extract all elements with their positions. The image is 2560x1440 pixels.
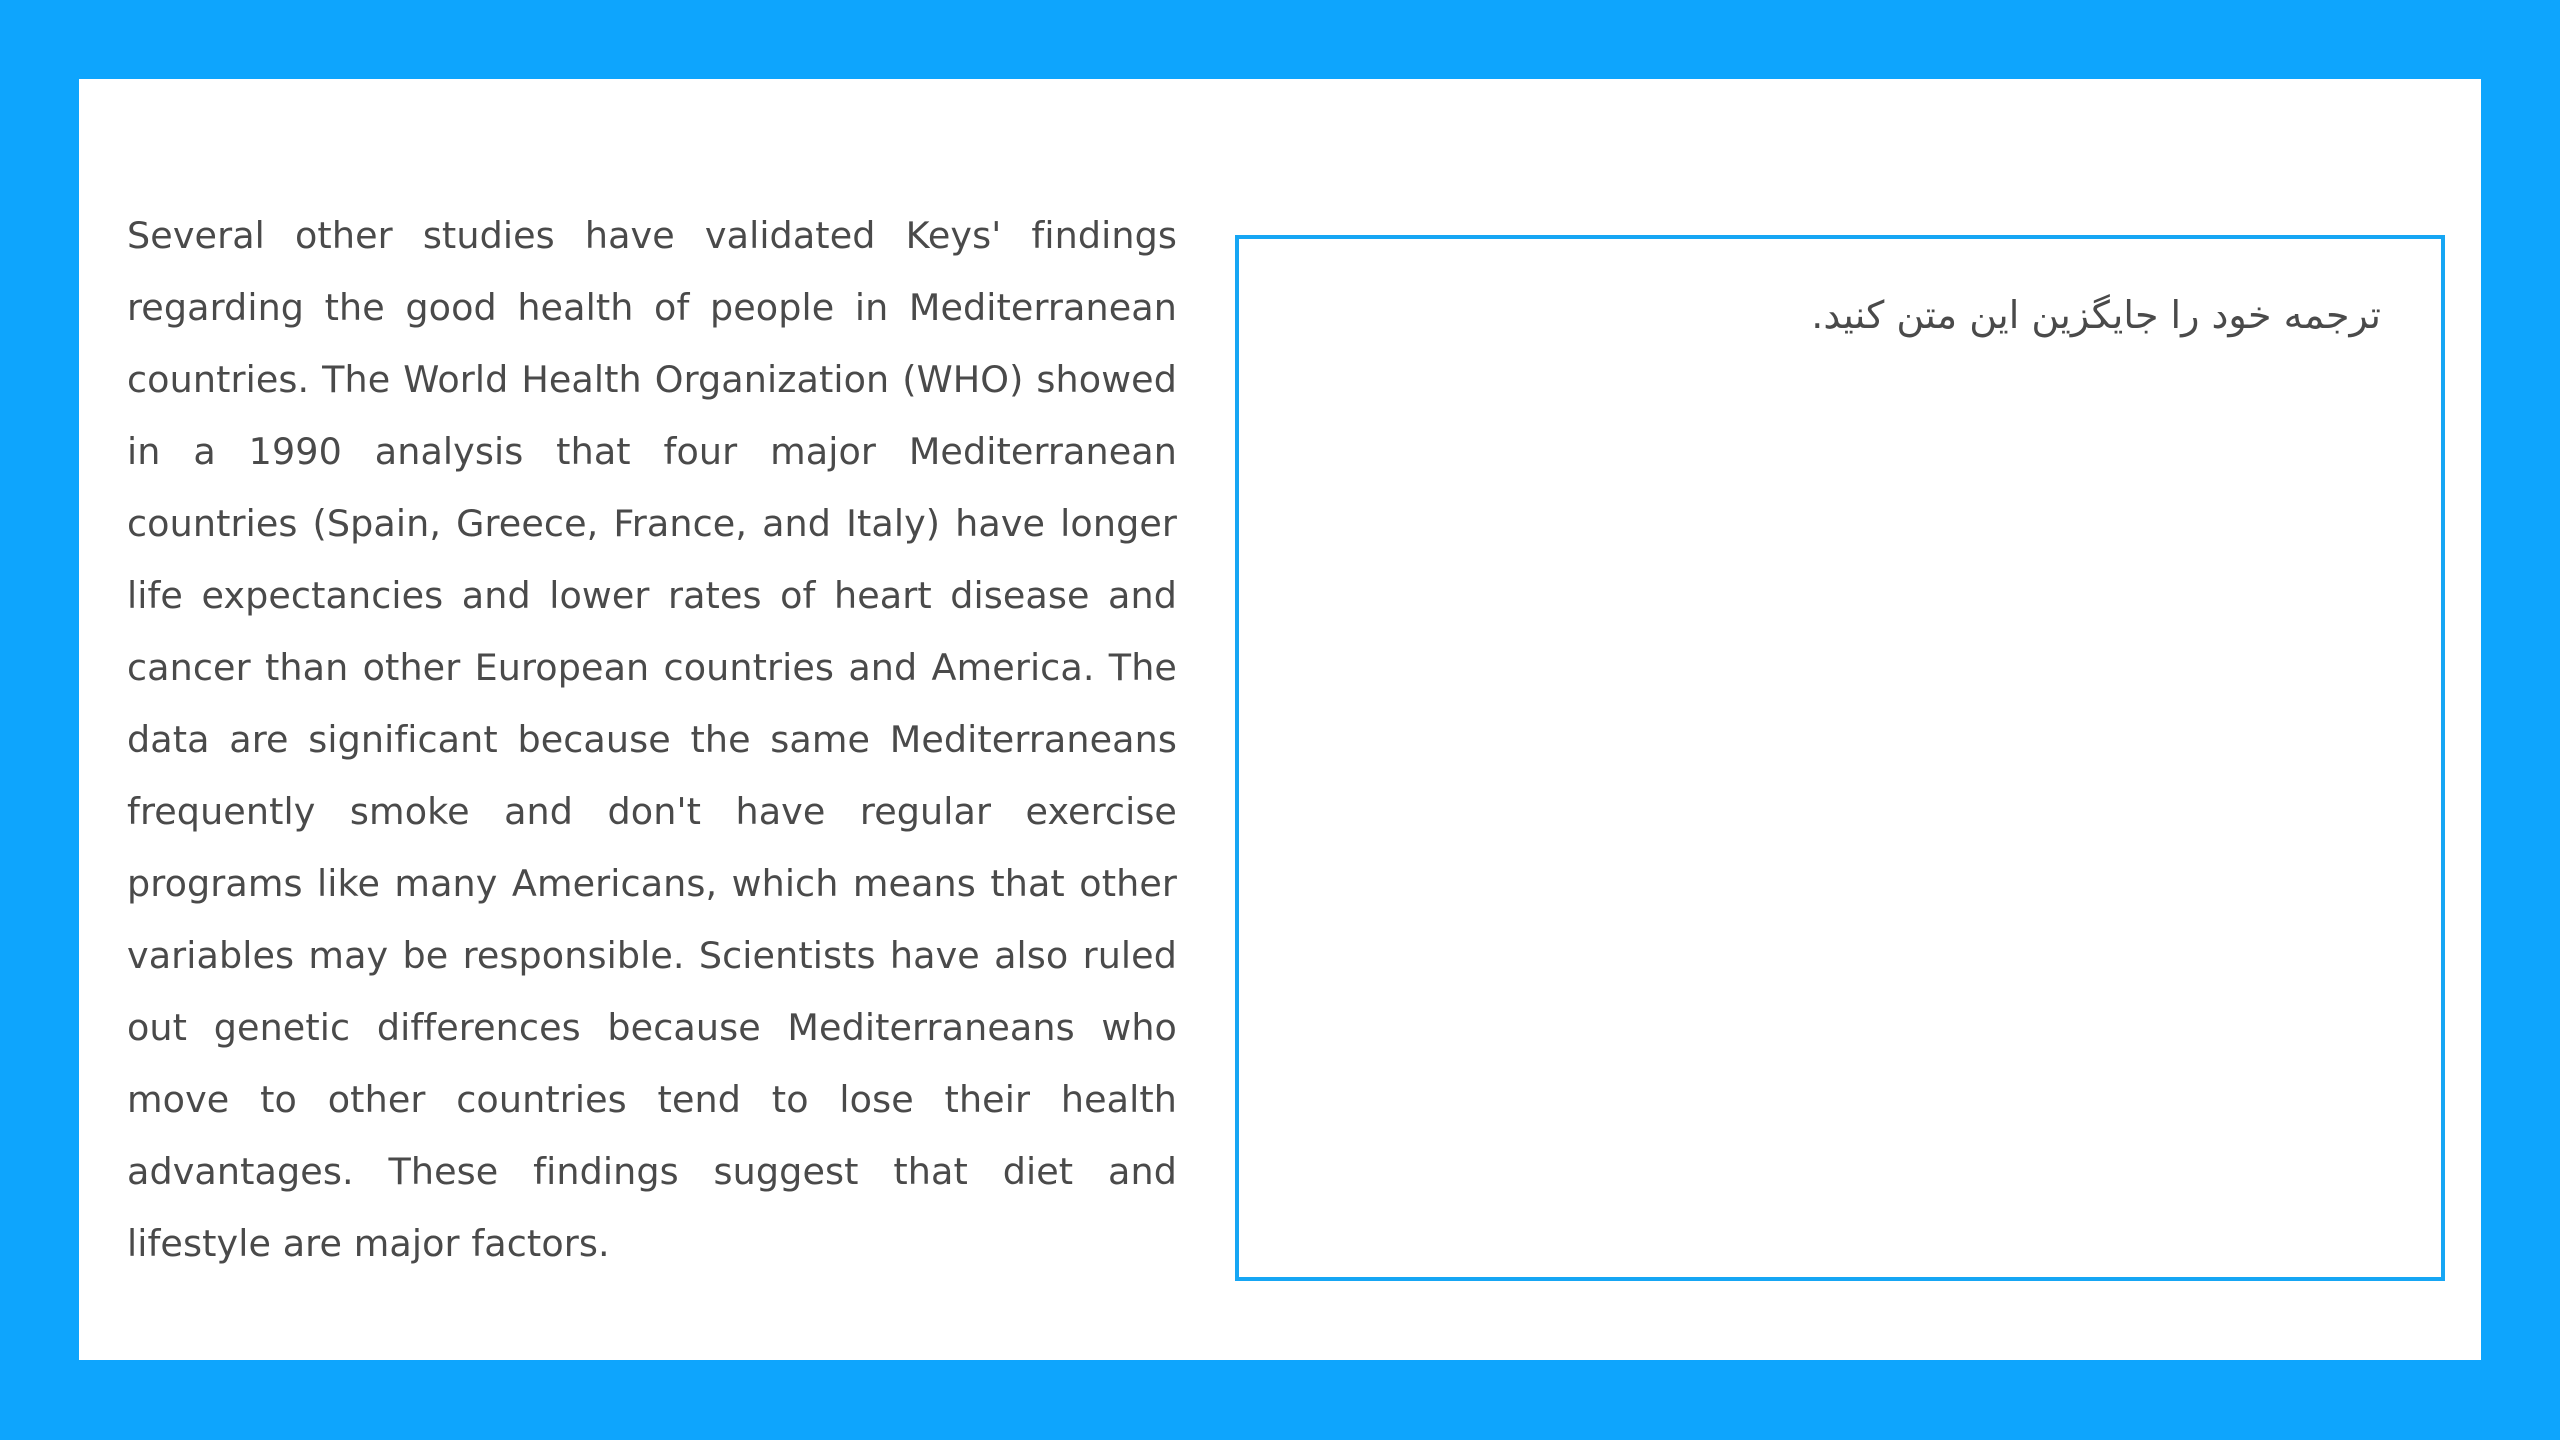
- translation-placeholder-text[interactable]: ترجمه خود را جایگزین این متن کنید.: [1811, 293, 2381, 337]
- source-paragraph[interactable]: Several other studies have validated Keys' findings regarding the good health of people in Mediterranean countries. The World Health Organization (WHO) showed in a 1990 analysis that four major Mediterranean countries (Spain, Greece, France, and Italy) have longer life expectancies and lower rates of heart disease and cancer than other European countries and America. The data are significant because the same Mediterraneans frequently smoke and don't have regular exercise programs like many Americans, which means that other variables may be responsible. Scientists have also ruled out genetic differences because Mediterraneans who move to other countries tend to lose their health advantages. These findings suggest that diet and lifestyle are major factors.: [127, 214, 1177, 1265]
- translation-text-box[interactable]: [1235, 235, 2445, 1281]
- slide-canvas: [79, 79, 2481, 1360]
